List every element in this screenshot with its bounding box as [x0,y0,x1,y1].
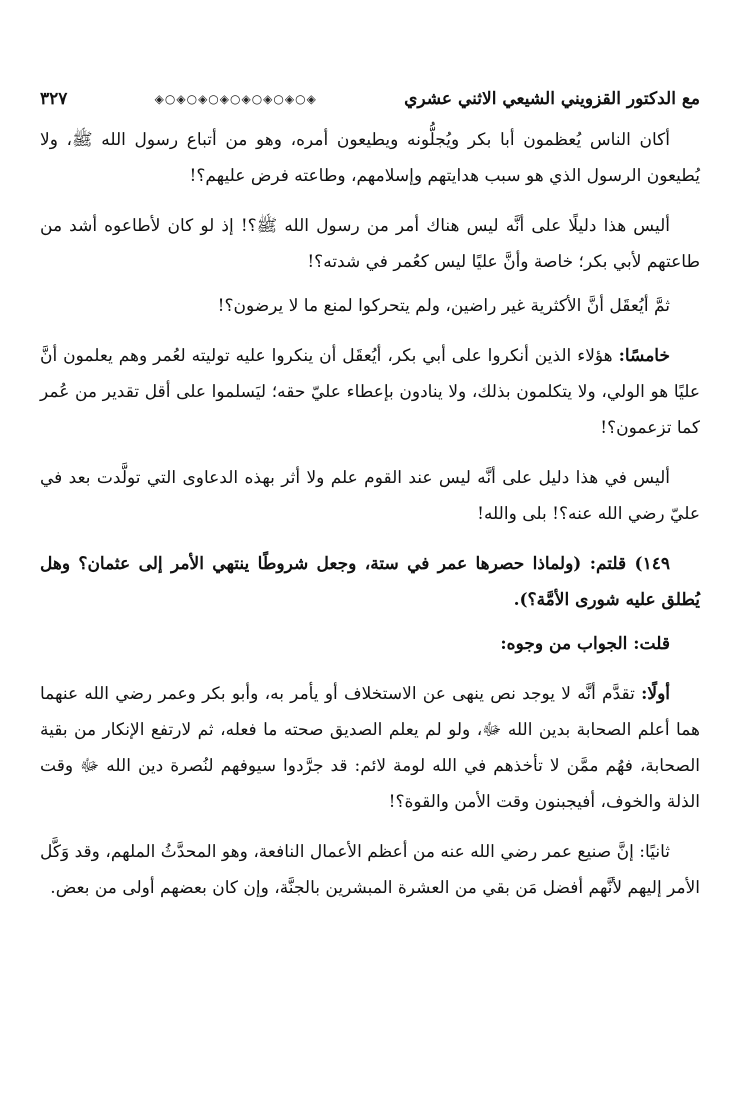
paragraph-body: هؤلاء الذين أنكروا على أبي بكر، أيُعقَل أن ينكروا عليه توليته لعُمر وهم يعلمون أنَّ عليًا هو الولي، ولا يتكلمون بذلك، ولا ينادون بإعطاء عليّ حقه؛ ليَسلموا على أقل تقدير من عُمر كما تزعمون؟! [40,346,700,438]
paragraph-5: أليس في هذا دليل على أنَّه ليس عند القوم علم ولا أثر بهذه الدعاوى التي تولَّدت بعد في عليّ رضي الله عنه؟! بلى والله! [40,468,700,524]
paragraph-lead: أولًا: [641,684,670,704]
header-ornament: ◈○◈○◈○◈○◈○◈○◈○◈ [154,92,317,106]
paragraph-7: قلت: الجواب من وجوه: [500,634,670,654]
running-header [40,84,700,114]
paragraph-body: تقدَّم أنَّه لا يوجد نص ينهى عن الاستخلاف أو يأمر به، وأبو بكر وعمر رضي الله عنهما هما أعلم الصحابة بدين الله ﷻ، ولو لم يعلم الصديق صحته ما فعله، ثم لارتفع الإنكار من بقية الصحابة، فهُم ممَّن لا تأخذهم في الله لومة لائم: قد جرَّدوا سيوفهم لنُصرة دين الله ﷻ وقت الذلة والخوف، أفيجبنون وقت الأمن والقوة؟! [40,684,700,812]
paragraph-8 [40,676,700,820]
paragraph-lead: خامسًا: [618,346,670,366]
paragraph-2: أليس هذا دليلًا على أنَّه ليس هناك أمر من رسول الله ﷺ؟! إذ لو كان لأطاعوه أشد من طاعتهم لأبي بكر؛ خاصة وأنَّ عليًا ليس كعُمر في شدته؟! [40,216,700,272]
paragraph-9: ثانيًا: إنَّ صنيع عمر رضي الله عنه من أعظم الأعمال النافعة، وهو المحدَّثُ الملهم، وقد وَكَّل الأمر إليهم لأنَّهم أفضل مَن بقي من العشرة المبشرين بالجنَّة، وإن كان بعضهم أولى من بعض. [40,842,700,898]
paragraph-1: أكان الناس يُعظمون أبا بكر ويُجلُّونه ويطيعون أمره، وهو من أتباع رسول الله ﷺ، ولا يُطيعون الرسول الذي هو سبب هدايتهم وإسلامهم، وطاعته فرض عليهم؟! [40,130,700,186]
document-page [40,84,700,906]
page-number: ٣٢٧ [40,89,68,109]
paragraph-6: ١٤٩) قلتم: (ولماذا حصرها عمر في ستة، وجعل شروطًا ينتهي الأمر إلى عثمان؟ وهل يُطلق عليه شورى الأمَّة؟). [40,554,700,610]
paragraph-4 [40,338,700,446]
paragraph-3: ثمَّ أيُعقَل أنَّ الأكثرية غير راضين، ولم يتحركوا لمنع ما لا يرضون؟! [217,296,670,316]
header-title: مع الدكتور القزويني الشيعي الاثني عشري [404,89,700,109]
